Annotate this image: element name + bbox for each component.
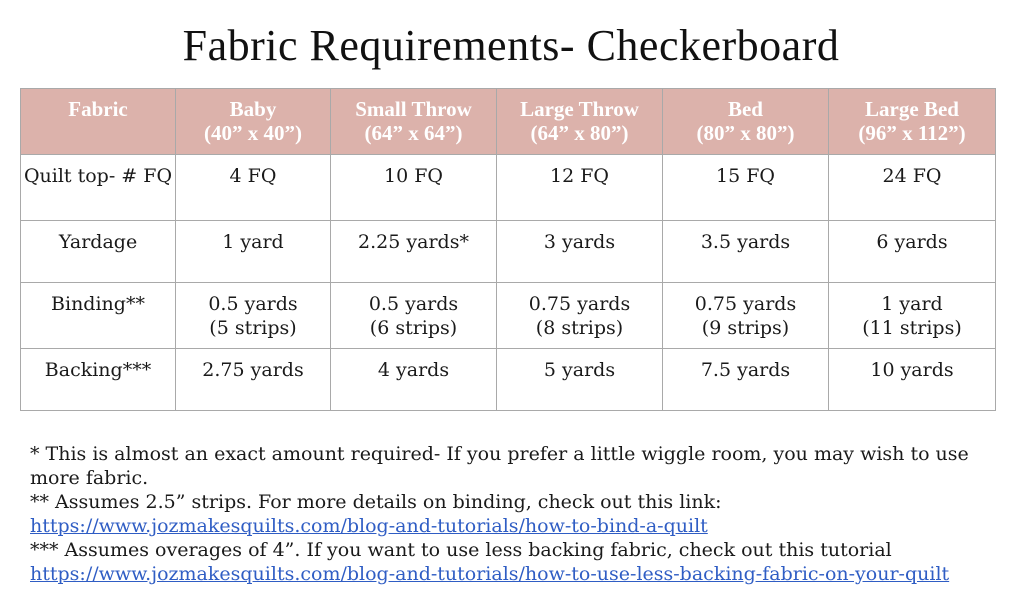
cell-main: 0.75 yards: [528, 293, 631, 315]
header-size: (64” x 64”): [364, 121, 463, 145]
header-size: (80” x 80”): [696, 121, 795, 145]
header-name: Small Throw: [355, 97, 472, 121]
table-cell: 7.5 yards: [663, 349, 829, 411]
cell-sub: (9 strips): [701, 317, 790, 339]
footnote-backing-overages: *** Assumes overages of 4”. If you want to use less backing fabric, check out this tutorial: [30, 539, 892, 561]
row-label: Yardage: [21, 221, 176, 283]
cell-sub: (8 strips): [535, 317, 624, 339]
page-title: Fabric Requirements- Checkerboard: [182, 21, 840, 70]
table-cell: 15 FQ: [663, 155, 829, 221]
table-cell: [497, 283, 663, 349]
row-label: Backing***: [21, 349, 176, 411]
header-name: Baby: [229, 97, 277, 121]
table-cell: 1 yard: [176, 221, 331, 283]
table-cell: 4 FQ: [176, 155, 331, 221]
header-name: Large Bed: [865, 97, 959, 121]
table-cell: 4 yards: [331, 349, 497, 411]
header-bed: [663, 89, 829, 155]
row-label: Binding**: [21, 283, 176, 349]
cell-sub: (5 strips): [209, 317, 297, 339]
backing-tutorial-link[interactable]: https://www.jozmakesquilts.com/blog-and-tutorials/how-to-use-less-backing-fabric-on-your-quilt: [30, 563, 950, 585]
cell-main: 1 yard: [881, 293, 943, 315]
header-large-throw: [497, 89, 663, 155]
table-row-quilt-top: [21, 155, 996, 221]
header-fabric: [21, 89, 176, 155]
table-cell: [176, 283, 331, 349]
table-row-binding: [21, 283, 996, 349]
table-cell: [829, 283, 996, 349]
header-small-throw: [331, 89, 497, 155]
table-cell: 10 yards: [829, 349, 996, 411]
cell-main: 0.75 yards: [694, 293, 797, 315]
header-size: (96” x 112”): [858, 121, 966, 145]
row-label: Quilt top- # FQ: [21, 155, 176, 221]
table-cell: [331, 283, 497, 349]
footnote-approximate-amount: * This is almost an exact amount required- If you prefer a little wiggle room, you may wish to use more fabric.: [30, 443, 969, 489]
header-size: (64” x 80”): [530, 121, 629, 145]
table-cell: [663, 283, 829, 349]
table-cell: 24 FQ: [829, 155, 996, 221]
cell-main: 0.5 yards: [208, 293, 298, 315]
table-header-row: [21, 89, 996, 155]
header-baby: [176, 89, 331, 155]
header-large-bed: [829, 89, 996, 155]
header-name: Large Throw: [520, 97, 639, 121]
table-cell: 6 yards: [829, 221, 996, 283]
cell-main: 0.5 yards: [368, 293, 459, 315]
header-name: Fabric: [68, 97, 128, 121]
fabric-requirements-table: [20, 88, 996, 411]
table-cell: 10 FQ: [331, 155, 497, 221]
table-cell: 3 yards: [497, 221, 663, 283]
header-name: Bed: [727, 97, 763, 121]
cell-sub: (11 strips): [862, 317, 962, 339]
table-cell: 12 FQ: [497, 155, 663, 221]
table-cell: 3.5 yards: [663, 221, 829, 283]
table-cell: 2.25 yards*: [331, 221, 497, 283]
footnotes: [30, 442, 1010, 586]
cell-sub: (6 strips): [369, 317, 458, 339]
header-size: (40” x 40”): [204, 121, 302, 145]
table-row-yardage: [21, 221, 996, 283]
table-row-backing: [21, 349, 996, 411]
binding-tutorial-link[interactable]: https://www.jozmakesquilts.com/blog-and-tutorials/how-to-bind-a-quilt: [30, 515, 708, 537]
table-cell: 2.75 yards: [176, 349, 331, 411]
footnote-binding-strips: ** Assumes 2.5” strips. For more details on binding, check out this link:: [30, 491, 722, 513]
table-cell: 5 yards: [497, 349, 663, 411]
